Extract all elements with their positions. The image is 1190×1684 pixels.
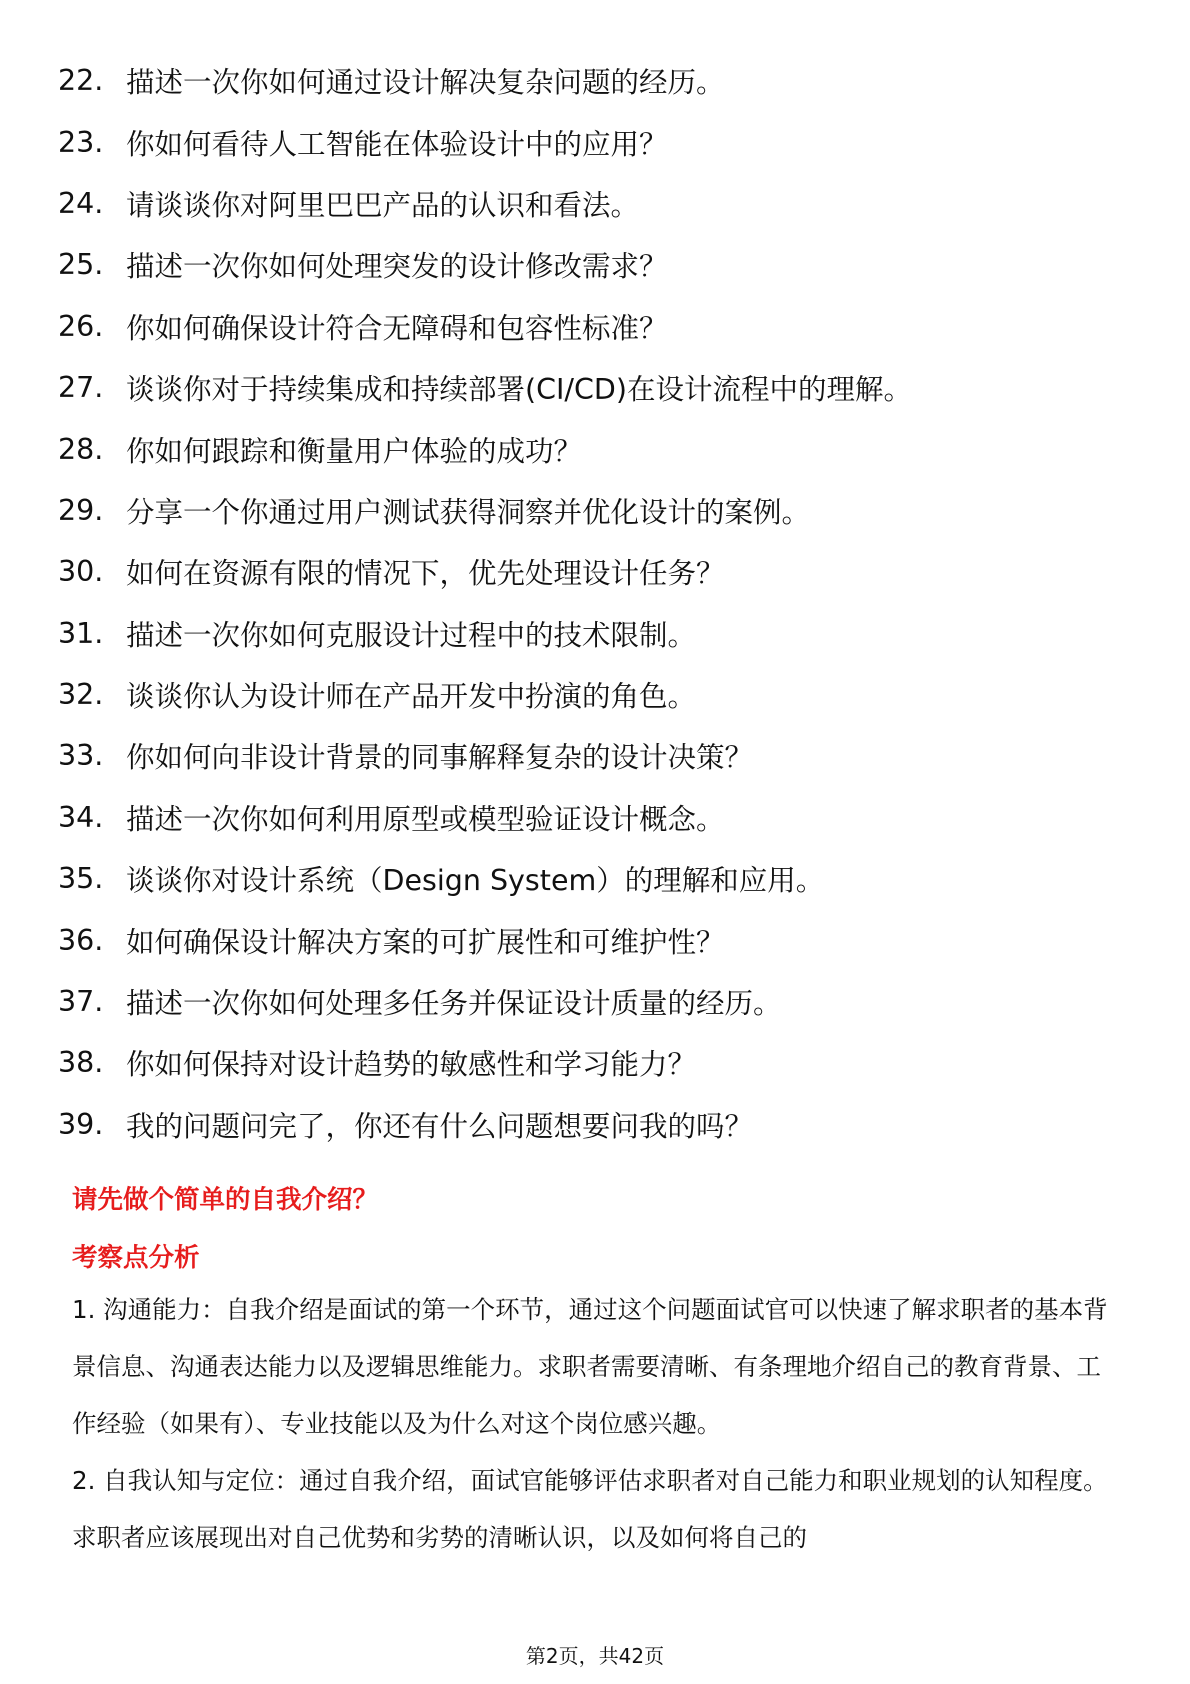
question-item: [58, 909, 1158, 970]
question-item: [58, 50, 1158, 111]
question-text: 描述一次你如何处理突发的设计修改需求？: [126, 250, 668, 284]
question-item: [58, 296, 1158, 357]
question-text: 谈谈你对于持续集成和持续部署(CI/CD)在设计流程中的理解。: [126, 373, 912, 407]
question-text: 谈谈你对设计系统（Design System）的理解和应用。: [126, 864, 825, 898]
question-number: 36.: [58, 923, 104, 957]
question-text: 谈谈你认为设计师在产品开发中扮演的角色。: [126, 680, 697, 714]
question-number: 34.: [58, 800, 104, 834]
question-item: [58, 848, 1158, 909]
question-item: [58, 725, 1158, 786]
question-text: 你如何看待人工智能在体验设计中的应用？: [126, 127, 668, 161]
question-item: [58, 480, 1158, 541]
question-number: 26.: [58, 309, 104, 343]
question-text: 你如何跟踪和衡量用户体验的成功？: [126, 434, 583, 468]
question-text: 描述一次你如何利用原型或模型验证设计概念。: [126, 802, 725, 836]
question-text: 如何在资源有限的情况下，优先处理设计任务？: [126, 557, 725, 591]
question-text: 你如何确保设计符合无障碍和包容性标准？: [126, 311, 668, 345]
question-number: 32.: [58, 678, 104, 712]
question-item: [58, 111, 1158, 172]
question-number: 38.: [58, 1046, 104, 1080]
question-number: 27.: [58, 371, 104, 405]
question-text: 如何确保设计解决方案的可扩展性和可维护性？: [126, 925, 725, 959]
question-number: 37.: [58, 985, 104, 1019]
question-number: 30.: [58, 555, 104, 589]
question-number: 39.: [58, 1107, 104, 1141]
analysis-heading: 考察点分析: [72, 1243, 200, 1273]
question-item: [58, 1094, 1158, 1155]
question-item: [58, 787, 1158, 848]
question-list: [58, 50, 1158, 1155]
question-item: [58, 1032, 1158, 1093]
question-text: 描述一次你如何克服设计过程中的技术限制。: [126, 618, 697, 652]
question-number: 29.: [58, 493, 104, 527]
question-number: 35.: [58, 862, 104, 896]
question-item: [58, 971, 1158, 1032]
question-number: 23.: [58, 125, 104, 159]
question-text: 请谈谈你对阿里巴巴产品的认识和看法。: [126, 188, 640, 222]
question-item: [58, 234, 1158, 295]
analysis-paragraph: 1. 沟通能力：自我介绍是面试的第一个环节，通过这个问题面试官可以快速了解求职者的基本背景信息、沟通表达能力以及逻辑思维能力。求职者需要清晰、有条理地介绍自己的教育背景、工作经验（如果有）、专业技能以及为什么对这个岗位感兴趣。: [72, 1295, 1108, 1438]
question-text: 描述一次你如何通过设计解决复杂问题的经历。: [126, 66, 725, 100]
question-number: 31.: [58, 616, 104, 650]
question-text: 分享一个你通过用户测试获得洞察并优化设计的案例。: [126, 495, 811, 529]
question-item: [58, 357, 1158, 418]
question-number: 28.: [58, 432, 104, 466]
question-item: [58, 173, 1158, 234]
analysis-body: [72, 1281, 1122, 1566]
question-text: 描述一次你如何处理多任务并保证设计质量的经历。: [126, 987, 782, 1021]
analysis-paragraph: 2. 自我认知与定位：通过自我介绍，面试官能够评估求职者对自己能力和职业规划的认知程度。求职者应该展现出对自己优势和劣势的清晰认识，以及如何将自己的: [72, 1466, 1108, 1552]
question-number: 22.: [58, 64, 104, 98]
question-item: [58, 418, 1158, 479]
question-number: 25.: [58, 248, 104, 282]
question-item: [58, 541, 1158, 602]
question-item: [58, 664, 1158, 725]
question-heading: 请先做个简单的自我介绍？: [72, 1185, 379, 1215]
question-text: 你如何保持对设计趋势的敏感性和学习能力？: [126, 1048, 697, 1082]
question-number: 24.: [58, 186, 104, 220]
question-text: 你如何向非设计背景的同事解释复杂的设计决策？: [126, 741, 754, 775]
page-footer: 第2页，共42页: [525, 1644, 665, 1668]
question-number: 33.: [58, 739, 104, 773]
question-text: 我的问题问完了，你还有什么问题想要问我的吗？: [126, 1109, 754, 1143]
question-item: [58, 603, 1158, 664]
